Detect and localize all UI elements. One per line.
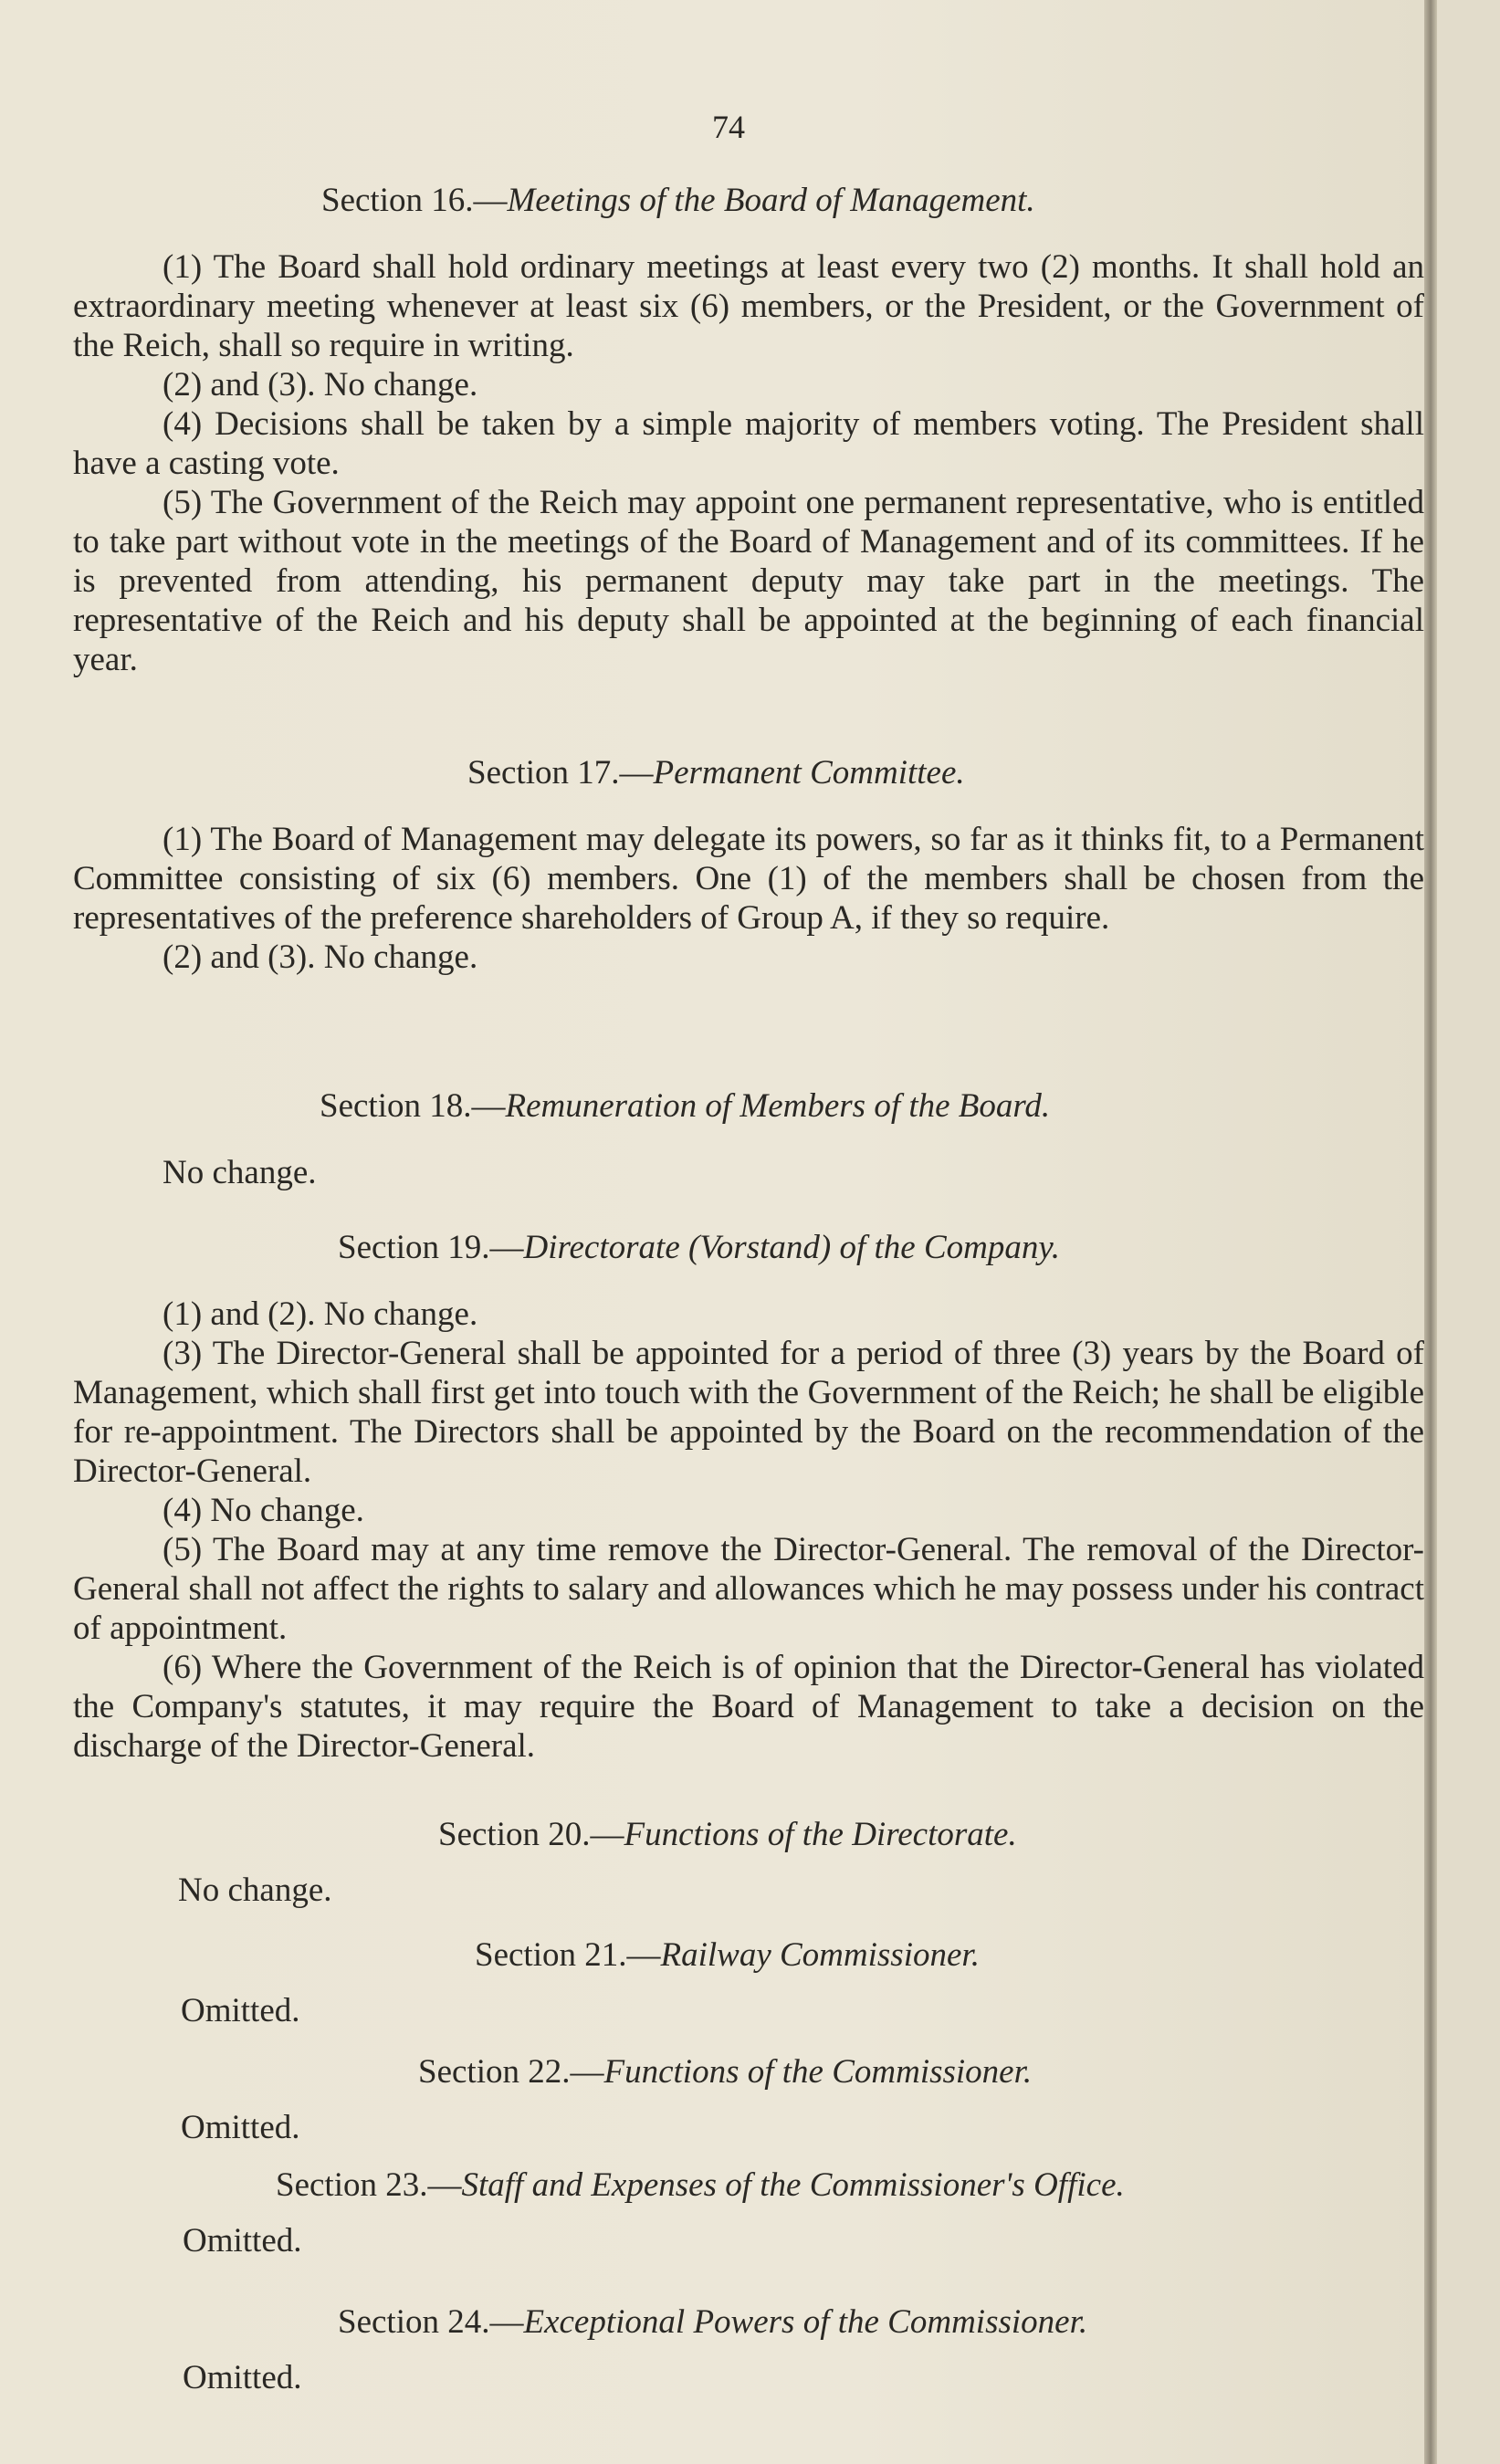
book-gutter <box>1424 0 1437 2464</box>
paragraph: (1) and (2). No change. <box>163 1295 478 1333</box>
section-number: Section 21.— <box>475 1936 661 1974</box>
paragraph: Omitted. <box>181 2109 300 2146</box>
section-24 <box>73 2302 1424 2397</box>
section-heading <box>73 181 1424 220</box>
section-21 <box>73 1935 1424 2030</box>
section-heading <box>73 2165 1424 2205</box>
section-number: Section 19.— <box>338 1229 524 1266</box>
section-heading <box>73 2052 1424 2092</box>
section-number: Section 24.— <box>338 2303 524 2341</box>
section-number: Section 20.— <box>438 1816 624 1853</box>
section-number: Section 16.— <box>321 182 508 219</box>
section-number: Section 23.— <box>276 2166 462 2204</box>
paragraph: Omitted. <box>183 2359 302 2396</box>
section-title: Exceptional Powers of the Commissioner. <box>523 2303 1088 2341</box>
paragraph: (2) and (3). No change. <box>163 366 478 404</box>
paragraph: Omitted. <box>181 1992 300 2029</box>
section-heading <box>73 1086 1424 1126</box>
section-title: Functions of the Directorate. <box>624 1816 1017 1853</box>
paragraph: (6) Where the Government of the Reich is of opinion that the Director-General has violated the Company's statutes, it may require the Board of Management to take a decision on the discharge of the Director-General. <box>73 1649 1424 1765</box>
section-heading <box>73 753 1424 792</box>
section-22 <box>73 2052 1424 2147</box>
paragraph: (3) The Director-General shall be appointed for a period of three (3) years by the Board of Management, which shall first get into touch with the Government of the Reich; he shall be eligible for re-appointment. The Directors shall be appointed by the Board on the recommendation of the Director-General. <box>73 1335 1424 1490</box>
section-title: Railway Commissioner. <box>660 1936 980 1974</box>
section-title: Staff and Expenses of the Commissioner's Office. <box>461 2166 1125 2204</box>
section-20 <box>73 1815 1424 1910</box>
paragraph: (4) No change. <box>163 1492 364 1529</box>
paragraph: Omitted. <box>183 2222 302 2260</box>
section-heading <box>73 1228 1424 1267</box>
paragraph: (1) The Board of Management may delegate its powers, so far as it thinks fit, to a Permanent Committee consisting of six (6) members. One (1) of the members shall be chosen from the representatives of the preference shareholders of Group A, if they so require. <box>73 821 1424 937</box>
paragraph: (1) The Board shall hold ordinary meetings at least every two (2) months. It shall hold an extraordinary meeting whenever at least six (6) members, or the President, or the Government of the Reich, shall so require in writing. <box>73 248 1424 364</box>
section-16 <box>73 181 1424 679</box>
section-title: Directorate (Vorstand) of the Company. <box>523 1229 1060 1266</box>
paragraph: (4) Decisions shall be taken by a simple majority of members voting. The President shall have a casting vote. <box>73 405 1424 482</box>
paragraph: (5) The Government of the Reich may appoint one permanent representative, who is entitled to take part without vote in the meetings of the Board of Management and of its committees. If he is prevented from attending, his permanent deputy may take part in the meetings. The representative of the Reich and his deputy shall be appointed at the beginning of each financial year. <box>73 484 1424 678</box>
section-number: Section 18.— <box>320 1087 506 1125</box>
section-number: Section 17.— <box>467 754 654 792</box>
page-number: 74 <box>712 109 745 145</box>
section-heading <box>73 2302 1424 2342</box>
section-title: Remuneration of Members of the Board. <box>505 1087 1051 1125</box>
section-title: Permanent Committee. <box>653 754 965 792</box>
section-17 <box>73 753 1424 977</box>
adjacent-page-edge <box>1437 0 1500 2464</box>
paragraph: No change. <box>163 1154 317 1191</box>
section-heading <box>73 1815 1424 1854</box>
section-heading <box>73 1935 1424 1975</box>
paragraph: (2) and (3). No change. <box>163 938 478 976</box>
paragraph: No change. <box>178 1872 332 1909</box>
section-title: Functions of the Commissioner. <box>603 2053 1033 2091</box>
section-title: Meetings of the Board of Management. <box>507 182 1035 219</box>
section-19 <box>73 1228 1424 1766</box>
paragraph: (5) The Board may at any time remove the Director-General. The removal of the Director-General shall not affect the rights to salary and allowances which he may possess under his contract of appointment. <box>73 1531 1424 1647</box>
section-23 <box>73 2165 1424 2260</box>
section-18 <box>73 1086 1424 1192</box>
section-number: Section 22.— <box>418 2053 604 2091</box>
